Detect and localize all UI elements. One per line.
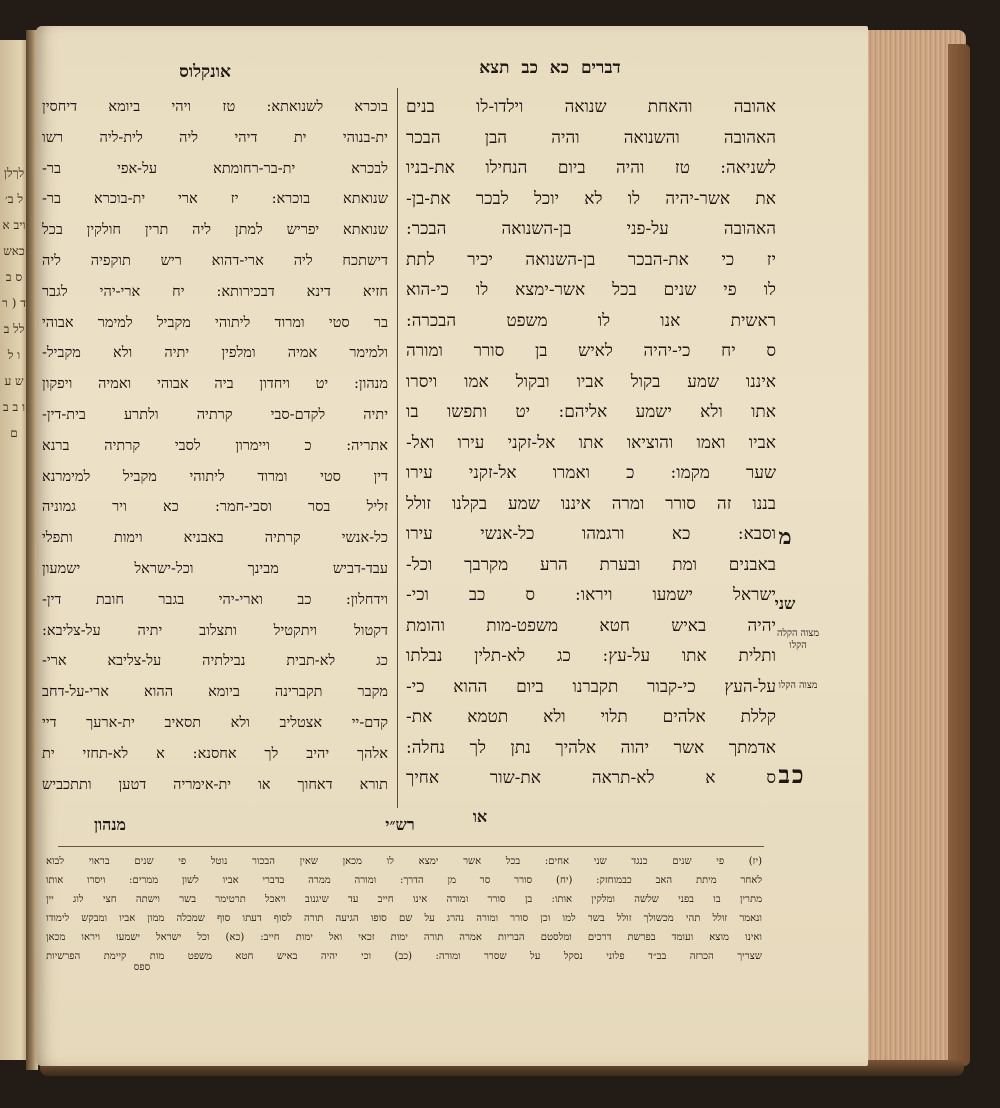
- torah-line: אתו ולא ישמע אליהם: יט ותפשו בו: [406, 402, 776, 422]
- margin-note-mitzvah-2: מצוה הקלו: [778, 680, 818, 691]
- torah-line: אביו ואמו והוציאו אתו אל-זקני עירו ואל-: [406, 432, 776, 453]
- targum-line: זליל בסר וסבי-חמר: כא ויר גמוניה: [42, 499, 388, 516]
- rashi-heading: רש״י: [385, 815, 415, 834]
- catchword-left: מנהון: [93, 815, 127, 834]
- rashi-line: ואינו מוצא ועומד בפרשת דרכים ומלסטם הבריות אמרה תורה ימות זכאי ואל ימות חייב: (כא) וכל ישראל ישמעו ויראו מכאן: [46, 932, 762, 943]
- targum-line: קדם-יי אצטליב ולא תסאיב ית-ארעך דיי: [42, 714, 388, 731]
- margin-note-mitzvah-1: מצוה הקלה הקלו: [777, 628, 819, 651]
- torah-line: בננו זה סורר ומרה איננו שמע בקלנו זולל: [406, 493, 776, 514]
- targum-line: עבד-דביש מבינך וכל-ישראל ישמעון: [42, 560, 388, 577]
- catchword-right: או: [472, 807, 488, 826]
- torah-line: קללת אלהים תלוי ולא תטמא את-: [406, 707, 776, 727]
- torah-line: האהובה על-פני בן-השנואה הבכר:: [406, 219, 776, 239]
- rashi-line: לאחר מיתת האב כבמוחזק: (יח) סורר סר מן הדרך: ומורה ממרה בדברי אביו לשון ממרים: ויסרו אותו: [46, 875, 762, 886]
- rashi-line: (יז) פי שנים כנגד שני אחים: בכל אשר ימצא לו מכאן שאין הבכור נוטל פי שנים בראוי לבוא: [46, 856, 762, 867]
- column-divider: [397, 88, 398, 808]
- rashi-line: שצריך הכרזה בב״ד פלוני נסקל על שסרר ומורה: (כב) וכי יהיה באיש חטא משפט מות קיימת הפרשיות: [46, 951, 762, 962]
- targum-line: לבכרא ית-בר-רחומתא על-אפי בר-: [42, 160, 388, 177]
- margin-chapter-number: כב: [778, 760, 806, 789]
- targum-line: חזיא דינא דבכירותא: יח ארי-יהי לגבר: [42, 283, 388, 300]
- rashi-line: מתרין בו בפני שלשה ומלקין אותו: בן סורר ומורה אינו חייב עד שיגנוב ויאכל תרטימר בשר וישתה חצי לוג יין: [46, 894, 762, 905]
- targum-line: ית-בנוהי ית דיהי ליה לית-ליה רשו: [42, 129, 388, 146]
- torah-line: אהובה והאחת שנואה וילדו-לו בנים: [406, 97, 776, 117]
- torah-line: ישראל ישמעו ויראו: ס כב וכי-: [406, 585, 776, 605]
- targum-line: תורא דאחוך או ית-אימריה דטען ותתכביש: [42, 776, 388, 793]
- targum-line: וידחלון: כב וארי-יהי בגבר חובת דין-: [42, 591, 388, 608]
- torah-line: אדמתך אשר יהוה אלהיך נתן לך נחלה:: [406, 737, 776, 758]
- targum-line: בר סטי ומרוד ליתוהי מקביל למימר אבוהי: [42, 314, 388, 331]
- torah-column: [406, 92, 776, 794]
- rashi-line: ונאמר זולל תהי מכשולך זולל בשר למו וכן סורר ומורה נהרג על שם סופו הגיעה תורה לסוף דעתו סוף שמכלה ממון אביו ומבקש לימודו: [46, 913, 762, 924]
- torah-line: לו פי שנים בכל אשר-ימצא לו כי-הוא: [406, 280, 776, 300]
- targum-line: שנואתא בוכרא: יז ארי ית-בוכרא בר-: [42, 191, 388, 208]
- running-header: דברים כא כב תצא: [479, 58, 621, 78]
- torah-line: על-העץ כי-קבור תקברנו ביום ההוא כי-: [406, 676, 776, 697]
- torah-line: ס יח כי-יהיה לאיש בן סורר ומורה: [406, 341, 776, 361]
- torah-line: וסבא: כא ורגמהו כל-אנשי עירו: [406, 524, 776, 544]
- targum-line: דין סטי ומרוד ליתוהי מקביל למימרנא: [42, 468, 388, 485]
- targum-line: יתיה לקדם-סבי קרתיה ולתרע בית-דין-: [42, 406, 388, 423]
- targum-line: מנהון: יט ויחדון ביה אבוהי ואמיה ויפקון: [42, 376, 388, 393]
- targum-line: דישתכח ליה ארי-דהוא ריש תוקפיה ליה: [42, 252, 388, 269]
- torah-line: לשניאה: טז והיה ביום הנחילו את-בניו: [406, 158, 776, 178]
- book-cover-edge: [948, 44, 970, 1066]
- rashi-separator: [58, 846, 764, 847]
- rashi-commentary: [46, 852, 762, 966]
- torah-line: באבנים ומת ובערת הרע מקרבך וכל-: [406, 554, 776, 575]
- margin-aliyah-sheni: שני: [774, 594, 796, 613]
- torah-line: יז כי את-הבכר בן-השנואה יכיר לתת: [406, 249, 776, 270]
- torah-line: את אשר-יהיה לו לא יוכל לבכר את-בן-: [406, 188, 776, 209]
- targum-line: אלהך יהיב לך אחסנא: א לא-תחזי ית: [42, 745, 388, 762]
- torah-line: האהובה והשנואה והיה הבן הבכר: [406, 127, 776, 148]
- torah-line: ראשית אנו לו משפט הבכרה:: [406, 310, 776, 331]
- targum-line: כל-אנשי קרתיה באבניא וימות ותפלי: [42, 530, 388, 547]
- targum-line: מקבר תקברינה ביומא ההוא ארי-על-דחב: [42, 684, 388, 701]
- targum-header: אונקלוס: [179, 62, 231, 82]
- torah-line: יהיה באיש חטא משפט-מות והומת: [406, 615, 776, 636]
- targum-line: דקטול ויתקטיל ותצלוב יתיה על-צליבא:: [42, 622, 388, 639]
- previous-page-text: לךלןל ב׳ ויב אכאש ס ב ד ( ר לל ב ו ל ש ע ו ב ב ם: [2, 166, 26, 440]
- signature-mark: ספס: [133, 962, 151, 973]
- torah-line: שער מקמו: כ ואמרו אל-זקני עירו: [406, 463, 776, 483]
- targum-line: כג לא-תבית נבילתיה על-צליבא ארי-: [42, 653, 388, 670]
- torah-line: איננו שמע בקול אביו ובקול אמו ויסרו: [406, 371, 776, 392]
- torah-line: ס א לא-תראה את-שור אחיך: [406, 768, 776, 788]
- targum-line: בוכרא לשנואתא: טז ויהי ביומא דיחסין: [42, 99, 388, 115]
- targum-line: אתריה: כ ויימרון לסבי קרתיה ברנא: [42, 437, 388, 454]
- targum-column: [42, 92, 388, 800]
- torah-line: ותלית אתו על-עץ: כג לא-תלין נבלתו: [406, 646, 776, 666]
- margin-letter-mem: מ: [778, 524, 792, 550]
- targum-line: שנואתא יפריש למתן ליה תרין חולקין בכל: [42, 222, 388, 239]
- targum-line: ולמימר אמיה ומלפין יתיה ולא מקביל-: [42, 345, 388, 362]
